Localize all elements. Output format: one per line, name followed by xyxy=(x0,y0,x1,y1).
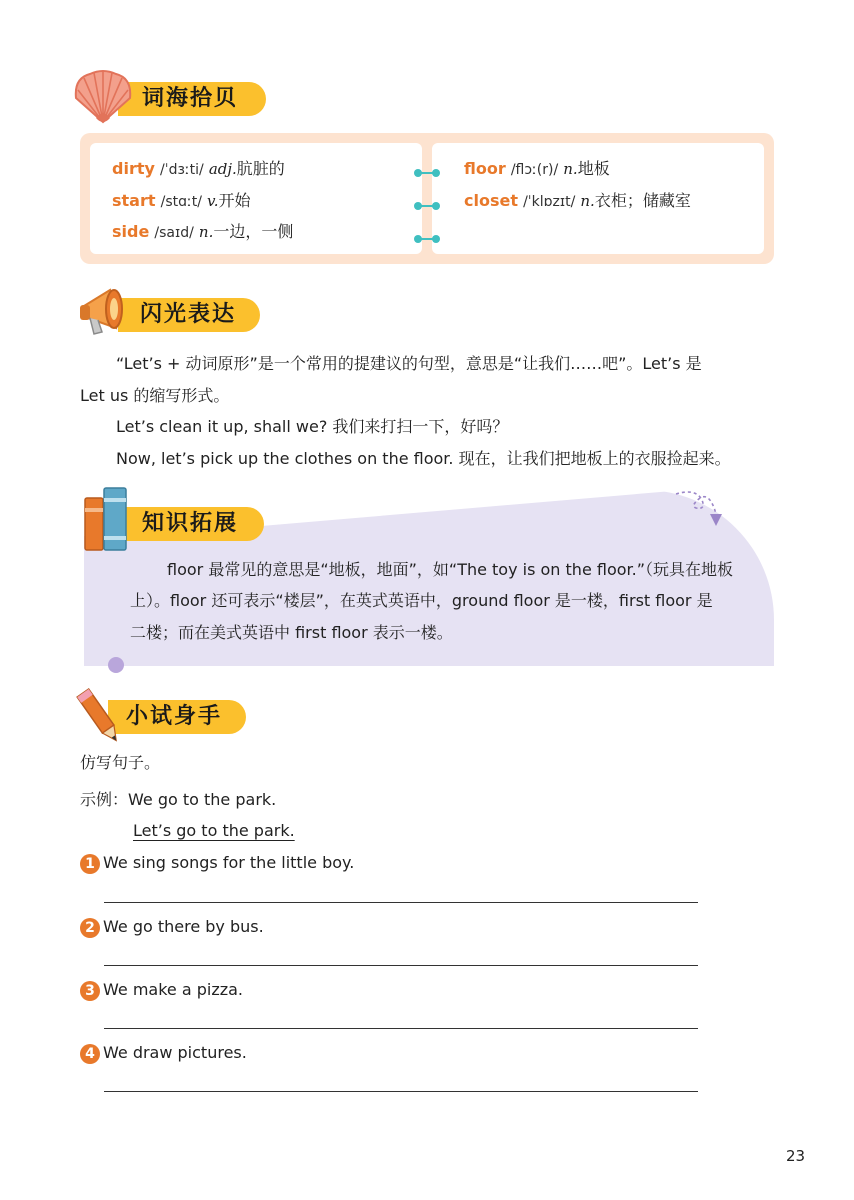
vocab-pos: adj. xyxy=(208,160,237,178)
megaphone-icon xyxy=(76,282,136,340)
binder-ring-icon xyxy=(417,172,437,174)
vocab-pos: v. xyxy=(207,192,219,210)
example-sentence: We go to the park. xyxy=(128,790,277,809)
item-sentence: We sing songs for the little boy. xyxy=(103,853,355,872)
practice-example xyxy=(80,789,276,811)
vocab-phonetic: /flɔː(r)/ xyxy=(510,162,559,178)
vocab-meaning: 衣柜；储藏室 xyxy=(594,191,691,210)
vocab-entry xyxy=(112,190,251,213)
expression-example: Now, let’s pick up the clothes on the floor. 现在，让我们把地板上的衣服捡起来。 xyxy=(116,449,731,468)
item-sentence: We make a pizza. xyxy=(103,980,244,999)
item-sentence: We go there by bus. xyxy=(103,917,264,936)
answer-line-input[interactable] xyxy=(104,1028,698,1029)
vocab-word: dirty xyxy=(112,159,155,178)
item-number-badge: 1 xyxy=(80,854,100,874)
vocab-pos: n. xyxy=(198,223,214,241)
page-number: 23 xyxy=(786,1147,806,1165)
vocab-pos: n. xyxy=(563,160,578,178)
practice-title: 小试身手 xyxy=(126,704,223,729)
practice-item xyxy=(80,852,354,874)
item-number-badge: 2 xyxy=(80,918,100,938)
vocab-word: start xyxy=(112,191,156,210)
dashed-arrow-icon xyxy=(672,488,732,534)
practice-instruction: 仿写句子。 xyxy=(80,753,161,772)
vocab-meaning: 肮脏的 xyxy=(236,159,285,178)
example-answer: Let’s go to the park. xyxy=(133,821,295,840)
vocab-title: 词海拾贝 xyxy=(142,86,239,111)
answer-line-input[interactable] xyxy=(104,965,698,966)
vocab-meaning: 地板 xyxy=(577,159,610,178)
item-number-badge: 4 xyxy=(80,1044,100,1064)
knowledge-paragraph-line: 二楼；而在美式英语中 first floor 表示一楼。 xyxy=(130,623,453,642)
knowledge-paragraph-line: 上）。floor 还可表示“楼层”，在英式英语中，ground floor 是一楼，first floor 是 xyxy=(130,591,713,610)
seashell-icon xyxy=(70,68,136,126)
practice-item xyxy=(80,979,243,1001)
vocab-entry xyxy=(464,190,691,213)
vocab-meaning: 开始 xyxy=(218,191,251,210)
item-number-badge: 3 xyxy=(80,981,100,1001)
vocab-entry xyxy=(112,221,293,244)
vocab-meaning: 一边，一侧 xyxy=(213,222,294,241)
vocab-entry xyxy=(464,158,610,181)
vocab-word: floor xyxy=(464,159,506,178)
expression-example: Let’s clean it up, shall we? 我们来打扫一下，好吗？ xyxy=(116,417,509,436)
vocab-phonetic: /ˈdɜːti/ xyxy=(160,162,204,178)
expression-title: 闪光表达 xyxy=(140,302,237,327)
example-label: 示例： xyxy=(80,790,129,809)
expression-paragraph-line: “Let’s + 动词原形”是一个常用的提建议的句型，意思是“让我们……吧”。Let’s 是 xyxy=(116,354,702,373)
binder-ring-icon xyxy=(417,205,437,207)
binder-ring-icon xyxy=(417,238,437,240)
practice-item xyxy=(80,916,264,938)
vocab-entry xyxy=(112,158,285,181)
pencil-icon xyxy=(76,684,122,748)
expression-paragraph-line: Let us 的缩写形式。 xyxy=(80,386,230,405)
item-sentence: We draw pictures. xyxy=(103,1043,247,1062)
answer-line-input[interactable] xyxy=(104,902,698,903)
vocab-phonetic: /stɑːt/ xyxy=(160,194,202,210)
vocab-word: closet xyxy=(464,191,518,210)
vocab-phonetic: /saɪd/ xyxy=(154,225,194,241)
answer-line-input[interactable] xyxy=(104,1091,698,1092)
vocab-phonetic: /ˈklɒzɪt/ xyxy=(523,194,576,210)
knowledge-title: 知识拓展 xyxy=(142,511,239,536)
vocab-pos: n. xyxy=(580,192,595,210)
vocab-word: side xyxy=(112,222,150,241)
knowledge-dot xyxy=(108,657,124,673)
practice-item xyxy=(80,1042,247,1064)
books-icon xyxy=(82,484,132,552)
knowledge-paragraph-line: floor 最常见的意思是“地板，地面”，如“The toy is on the floor.”（玩具在地板 xyxy=(167,560,734,579)
